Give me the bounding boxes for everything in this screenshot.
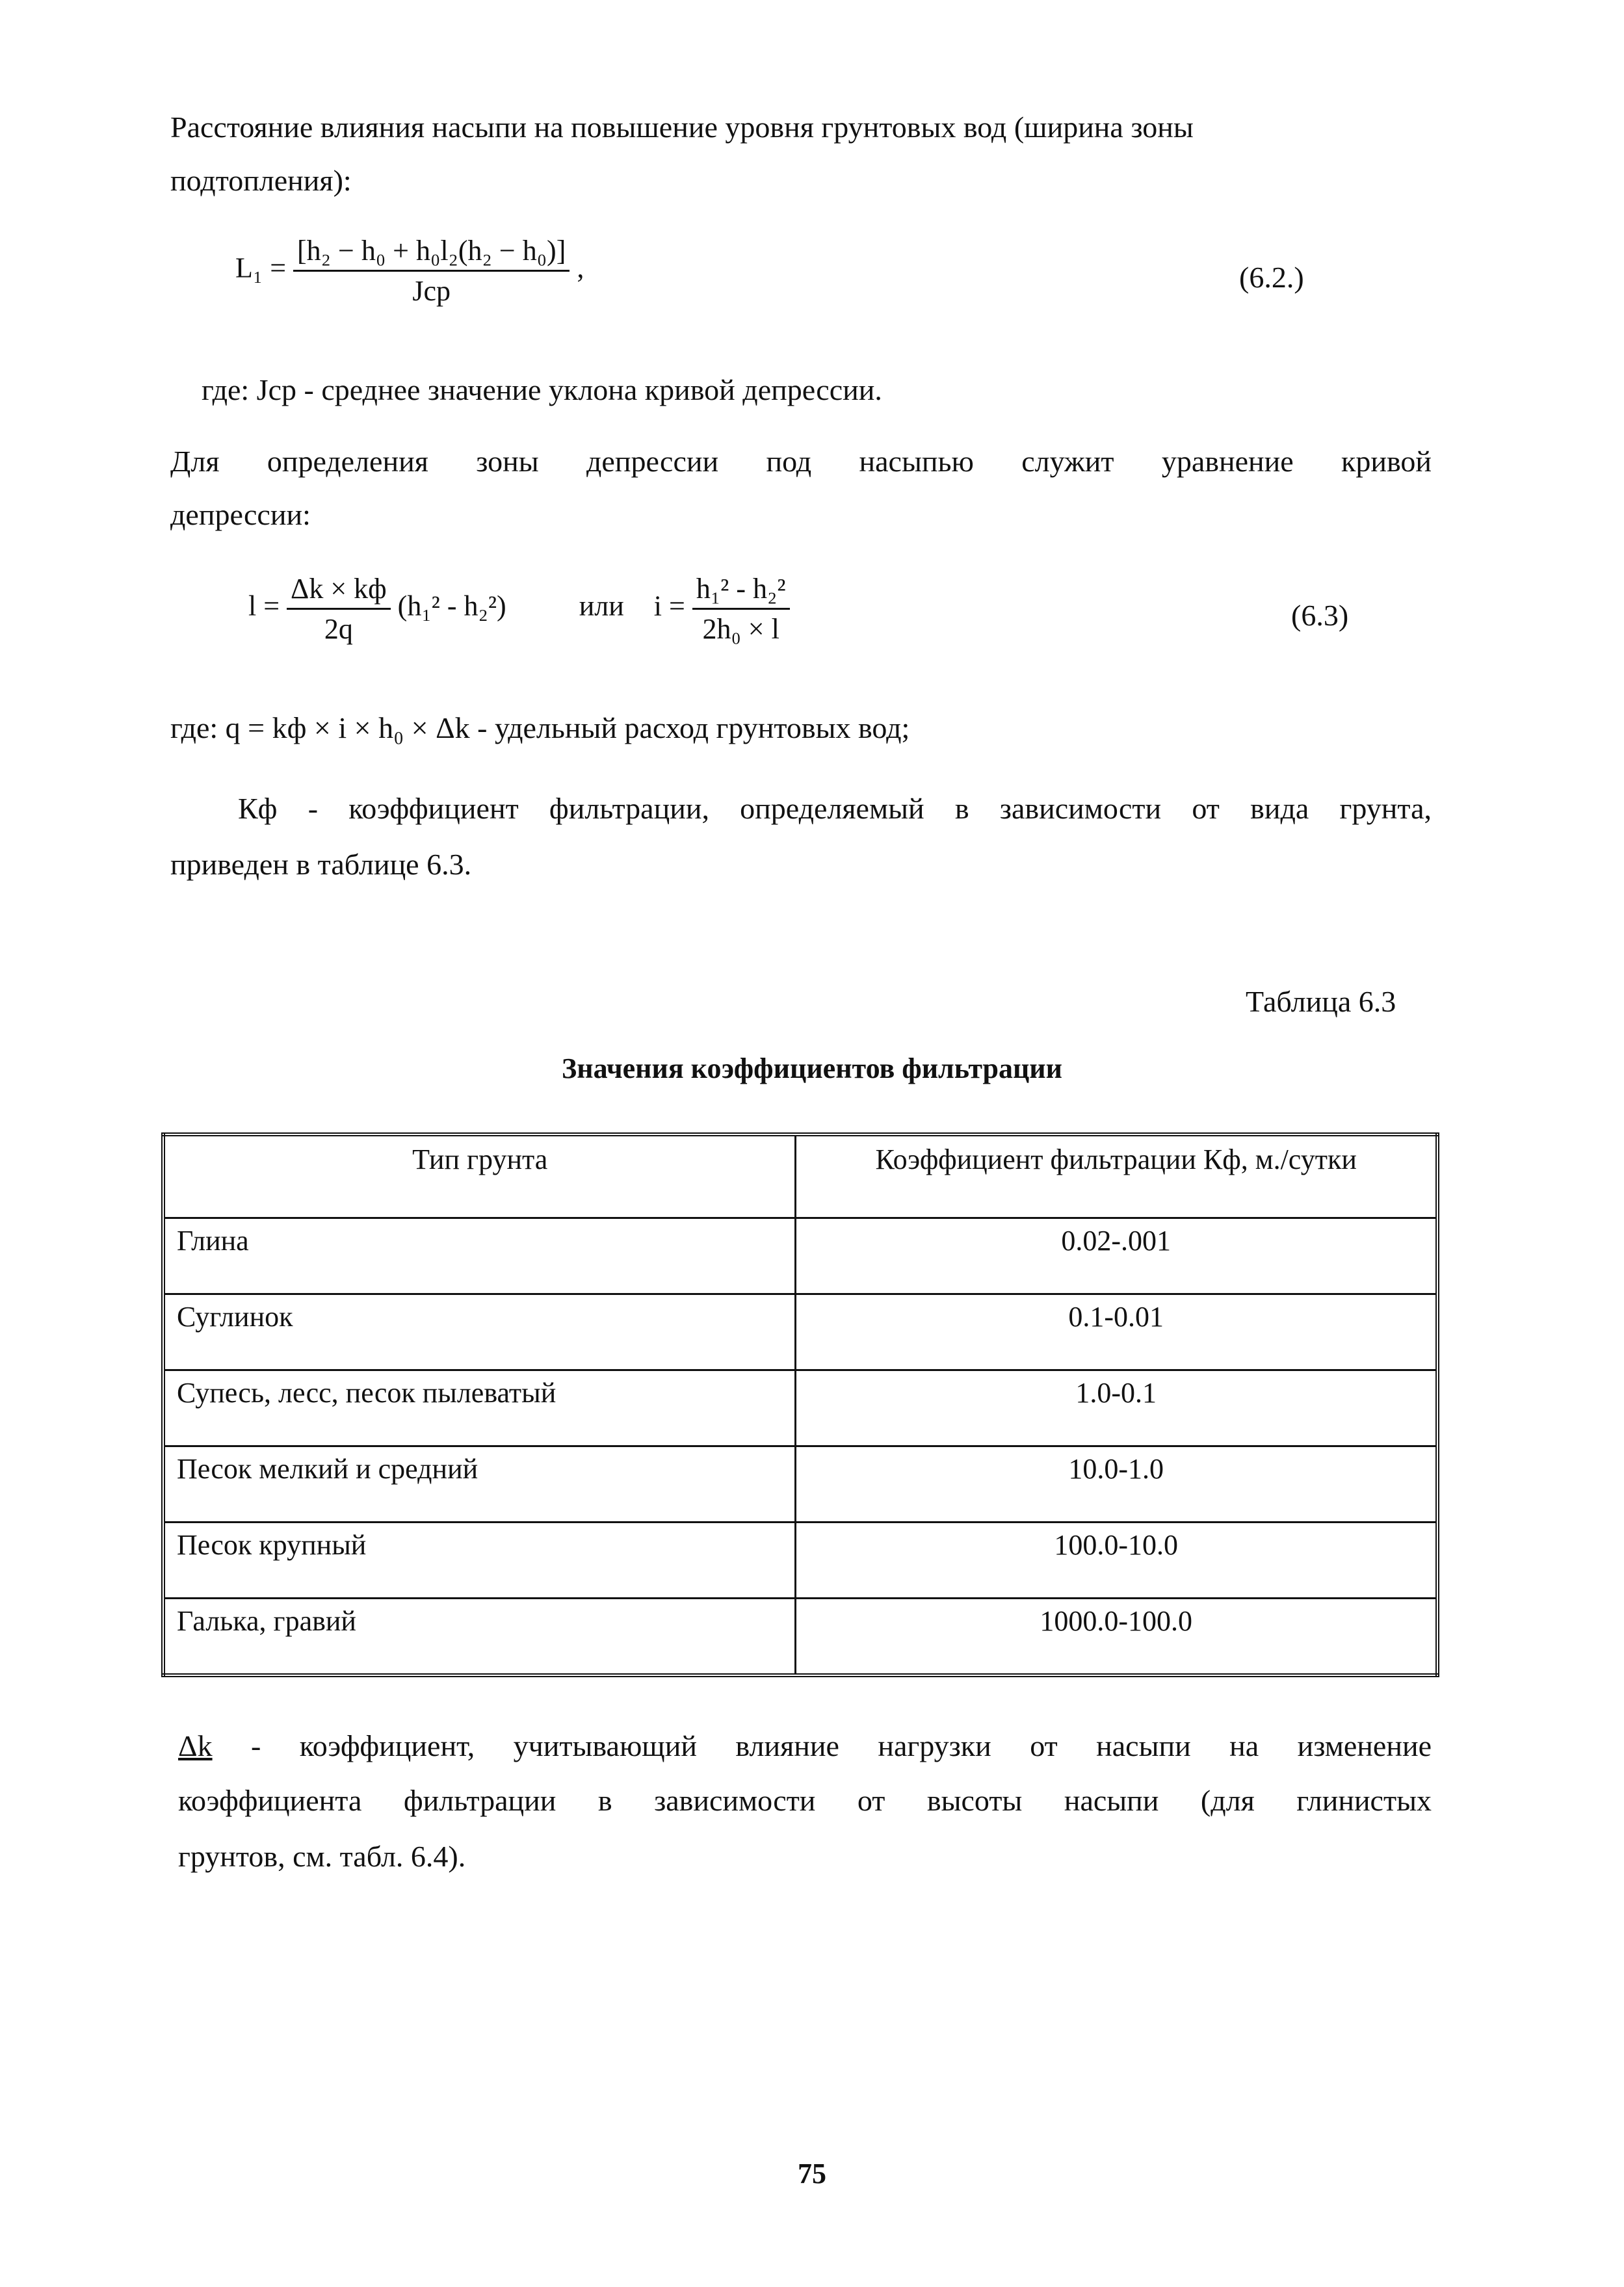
filtration-coefficients-table: [161, 1132, 1439, 1677]
header-filtration-coefficient: Коэффициент фильтрации Кф, м./сутки: [796, 1134, 1437, 1218]
delta-k-line2: коэффициента фильтрации в зависимости от высоты насыпи (для глинистых: [178, 1784, 1432, 1817]
cell-coefficient: 100.0-10.0: [796, 1522, 1437, 1599]
paragraph-influence-distance-line1: Расстояние влияния насыпи на повышение уровня грунтовых вод (ширина зоны: [170, 111, 1194, 144]
kf-description-line1: Кф - коэффициент фильтрации, определяемый в зависимости от вида грунта,: [238, 792, 1432, 825]
formula-6-3-tail1: (h₁² - h₂²): [397, 590, 506, 622]
delta-k-line3: грунтов, см. табл. 6.4).: [178, 1840, 466, 1873]
cell-soil-type: Песок мелкий и средний: [163, 1446, 796, 1522]
table-row: [163, 1294, 1437, 1370]
formula-6-3-denominator1: 2q: [324, 613, 353, 645]
delta-k-line1: [178, 1728, 1432, 1764]
equation-number-6-2: (6.2.): [1239, 261, 1304, 294]
formula-6-3-numerator1: Δk × kф: [287, 572, 391, 610]
table-header-row: [163, 1134, 1437, 1218]
cell-soil-type: Галька, гравий: [163, 1599, 796, 1676]
formula-6-3-fraction1: [287, 572, 391, 646]
cell-coefficient: 1.0-0.1: [796, 1370, 1437, 1446]
formula-6-3-denominator2: 2h₀ × l: [702, 613, 779, 645]
where-q-text: где: q = kф × i × h₀ × Δk - удельный расход грунтовых вод;: [170, 711, 910, 744]
formula-6-2-lhs: L₁ =: [235, 252, 287, 284]
formula-6-3: [248, 572, 790, 646]
formula-6-3-numerator2: h₁² - h₂²: [692, 572, 790, 610]
cell-soil-type: Глина: [163, 1218, 796, 1294]
table-row: [163, 1522, 1437, 1599]
cell-soil-type: Песок крупный: [163, 1522, 796, 1599]
cell-coefficient: 0.02-.001: [796, 1218, 1437, 1294]
formula-6-3-lhs: l =: [248, 590, 280, 622]
table-row: [163, 1446, 1437, 1522]
table-title: Значения коэффициентов фильтрации: [562, 1052, 1062, 1084]
cell-soil-type: Суглинок: [163, 1294, 796, 1370]
formula-6-3-or: или: [579, 590, 624, 622]
kf-description-line2: приведен в таблице 6.3.: [170, 848, 472, 881]
table-row: [163, 1218, 1437, 1294]
cell-coefficient: 1000.0-100.0: [796, 1599, 1437, 1676]
formula-6-2-numerator: [h₂ − h₀ + h₀l₂(h₂ − h₀)]: [293, 234, 570, 272]
delta-k-symbol: Δk: [178, 1729, 213, 1762]
formula-6-2: [235, 234, 584, 307]
paragraph-depression-line2: депрессии:: [170, 498, 311, 531]
paragraph-influence-distance-line2: подтопления):: [170, 164, 352, 197]
formula-6-2-comma: ,: [577, 252, 584, 284]
formula-6-2-denominator: Jср: [412, 275, 451, 307]
page-number: 75: [798, 2158, 826, 2189]
formula-6-3-lhs2: i =: [653, 590, 685, 622]
cell-soil-type: Супесь, лесс, песок пылеватый: [163, 1370, 796, 1446]
paragraph-depression-line1: Для определения зоны депрессии под насыпью служит уравнение кривой: [170, 445, 1432, 478]
delta-k-line1-rest: - коэффициент, учитывающий влияние нагрузки от насыпи на изменение: [212, 1729, 1432, 1762]
where-jcp-text: где: Jср - среднее значение уклона кривой депрессии.: [202, 373, 882, 406]
formula-6-3-fraction2: [692, 572, 790, 646]
header-soil-type: Тип грунта: [163, 1134, 796, 1218]
table-label: Таблица 6.3: [1246, 985, 1396, 1018]
table-row: [163, 1370, 1437, 1446]
table-row: [163, 1599, 1437, 1676]
formula-6-2-fraction: [293, 234, 570, 307]
cell-coefficient: 10.0-1.0: [796, 1446, 1437, 1522]
cell-coefficient: 0.1-0.01: [796, 1294, 1437, 1370]
equation-number-6-3: (6.3): [1291, 599, 1349, 632]
